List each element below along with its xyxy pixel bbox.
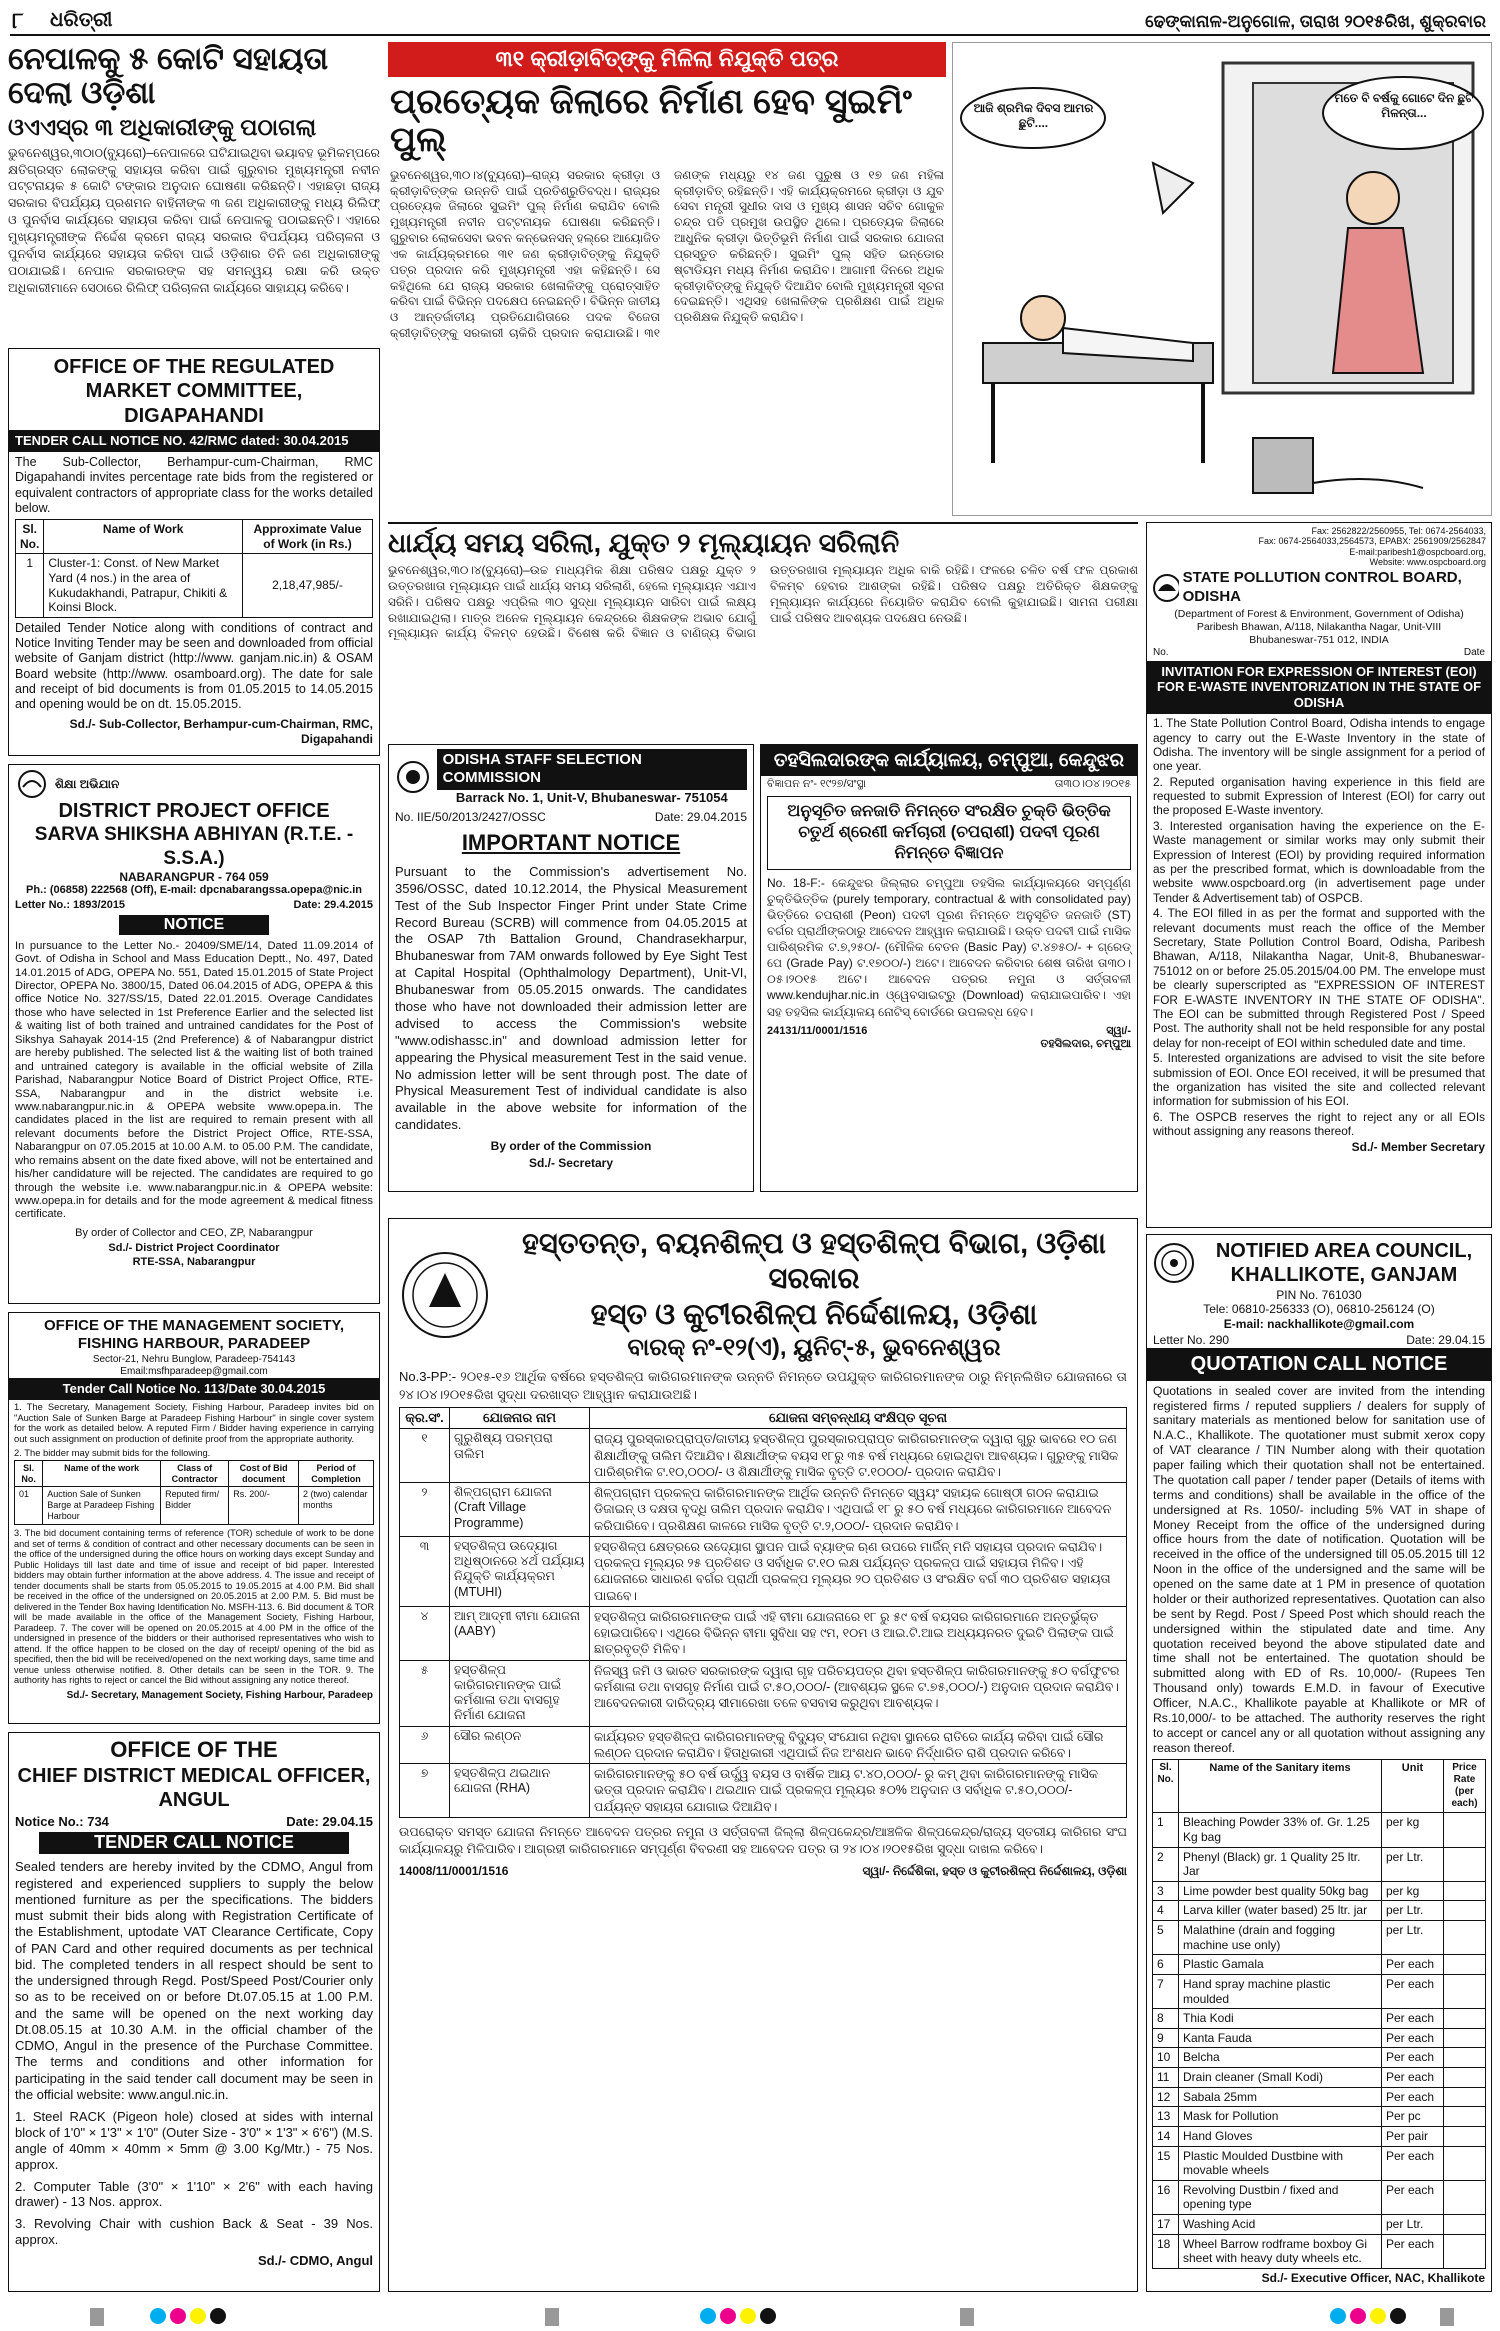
speech-bubble-2: ମତେ ବି ବର୍ଷକୁ ଗୋଟେ ଦିନ ଛୁଟି ମିଳନ୍ତା... — [1334, 91, 1474, 120]
ad-title: OFFICE OF THE REGULATED MARKET COMMITTEE, DIGAPAHANDI — [53, 356, 335, 427]
ad-regulated-market — [8, 348, 380, 756]
cell-name: Larva killer (water based) 25 ltr. jar — [1179, 1901, 1382, 1921]
story-subhead: ଓଏଏସ୍‌ର ୩ ଅଧିକାରୀଙ୍କୁ ପଠାଗଲା — [8, 114, 317, 141]
cell-name: Thia Kodi — [1179, 2009, 1382, 2029]
col-name: Name of the Sanitary items — [1179, 1759, 1382, 1813]
cell-sl: 9 — [1153, 2028, 1179, 2048]
cell-price — [1444, 1847, 1486, 1881]
ospcb-contact-4: Website: www.ospcboard.org — [1369, 557, 1486, 568]
osssc-emblem-icon — [395, 759, 431, 795]
notice-label: NOTICE — [119, 915, 269, 935]
col-value: Approximate Value of Work (in Rs.) — [243, 520, 373, 554]
point-3: 3. Interested organisation having the experience on the E-Waste management or similar works may only submit their Expression of Interest (EOI) by providing required information as per the prescribed format, which is downloadable from the website www.ospcboard.org (in advertisement page under Tender & Advertisement tab) of OSPCB. — [1153, 818, 1485, 905]
notice-no: No. IIE/50/2013/2427/OSSC — [395, 810, 546, 825]
ssa-logo-icon — [15, 769, 49, 799]
cell-class: Reputed firm/ Bidder — [161, 1487, 229, 1525]
ospcb-logo-icon — [1152, 573, 1179, 603]
cell-price — [1444, 2215, 1486, 2235]
cell-name: Belcha — [1179, 2048, 1382, 2068]
cell-unit: Per each — [1382, 2068, 1444, 2088]
cell-price — [1444, 1955, 1486, 1975]
ad-nac-khallikote — [1146, 1234, 1492, 2292]
col-desc: ଯୋଜନା ସମ୍ବନ୍ଧୀୟ ସଂକ୍ଷିପ୍ତ ସୂଚନା — [590, 1408, 1127, 1429]
cell-sl: 11 — [1153, 2068, 1179, 2088]
cell-work: Cluster-1: Const. of New Market Yard (4 nos.) in the area of Kukudakhandi, Patrapur, Chikiti & Koinsi Block. — [44, 554, 243, 618]
cell-unit: Per each — [1382, 2048, 1444, 2068]
cell-name: Plastic Moulded Dustbine with movable wheels — [1179, 2146, 1382, 2180]
ospcb-contact-1: Fax: 2562822/2560955, Tel: 0674-2564033, — [1311, 526, 1486, 536]
nac-emblem-icon — [1152, 1241, 1196, 1285]
point-5: 5. Interested organizations are advised to visit the site before submission of EOI. Once EOI received, it will be presumed that the organization has visited the site and collected relevant information for submission of his EOI. — [1153, 1051, 1485, 1109]
cell-unit: Per pair — [1382, 2126, 1444, 2146]
cell-price — [1444, 2146, 1486, 2180]
col-sl: Sl. No. — [1153, 1759, 1179, 1813]
work-table — [15, 519, 373, 618]
cell-scheme: ହସ୍ତଶିଳ୍ପ ଥଇଥାନ ଯୋଜନା (RHA) — [450, 1764, 590, 1818]
cell-sl: ୬ — [400, 1726, 450, 1764]
col-cost: Cost of Bid document — [229, 1460, 299, 1487]
ad-place: NABARANGPUR - 764 059 — [119, 869, 269, 884]
letter-date: Date: 29.4.2015 — [293, 898, 373, 911]
black-dot-icon — [210, 2308, 226, 2324]
story-headline: ଧାର୍ଯ୍ୟ ସମୟ ସରିଲା, ଯୁକ୍ତ ୨ ମୂଲ୍ୟାୟନ ସରିଲାନି — [388, 522, 1138, 559]
cell-unit: per kg — [1382, 1881, 1444, 1901]
cell-unit: per Ltr. — [1382, 1901, 1444, 1921]
table-row — [1153, 2068, 1486, 2088]
cell-sl: 1 — [16, 554, 44, 618]
ad-fishing-harbour — [8, 1312, 380, 1724]
notice-label: QUOTATION CALL NOTICE — [1147, 1348, 1491, 1380]
ad-dept: (Department of Forest & Environment, Government of Odisha) — [1174, 607, 1464, 620]
ad-address-2: Bhubaneswar-751 012, INDIA — [1249, 633, 1389, 646]
work-table — [14, 1460, 374, 1526]
ad-cdmo — [8, 1732, 380, 2292]
odisha-govt-emblem-icon — [399, 1249, 491, 1341]
cell-unit: Per each — [1382, 2234, 1444, 2268]
table-row — [1153, 2009, 1486, 2029]
cell-sl: 01 — [15, 1487, 43, 1525]
story-body: ଭୁବନେଶ୍ୱର,୩୦।୪(ବ୍ୟୁରୋ)–ଉଚ୍ଚ ମାଧ୍ୟମିକ ଶିକ୍ଷା ପରିଷଦ ପକ୍ଷରୁ ଯୁକ୍ତ ୨ ଉତ୍ତରଖାତା ମୂଲ୍ୟାୟନ ପାଇଁ ଧାର୍ଯ୍ୟ ସମୟ ସରିଲାଣି, ହେଲେ ମୂଲ୍ୟାୟନ ଏଯାଏ ସରିନି। ପରିଷଦ ପକ୍ଷରୁ ଏପ୍ରିଲ ୩୦ ସୁଦ୍ଧା ମୂଲ୍ୟାୟନ ସାରିବା ପାଇଁ ଲକ୍ଷ୍ୟ ରଖାଯାଇଥିଲା। ମାତ୍ର ଅନେକ ମୂଲ୍ୟାୟନ କେନ୍ଦ୍ରରେ ଶିକ୍ଷକଙ୍କ ଅଭାବ ଯୋଗୁଁ ମୂଲ୍ୟାୟନ କାର୍ଯ୍ୟ ବିଳମ୍ବ ହେଉଛି। ବିଶେଷ କରି ବିଜ୍ଞାନ ଓ ବାଣିଜ୍ୟ ବିଭାଗ ଉତ୍ତରଖାତା ମୂଲ୍ୟାୟନ ଅଧିକ ବାକି ରହିଛି। ଫଳରେ ଚଳିତ ବର୍ଷ ଫଳ ପ୍ରକାଶ ବିଳମ୍ବ ହେବାର ଆଶଙ୍କା ରହିଛି। ପରିଷଦ ପକ୍ଷରୁ ଅତିରିକ୍ତ ଶିକ୍ଷକଙ୍କୁ ମୂଲ୍ୟାୟନ କାର୍ଯ୍ୟରେ ନିୟୋଜିତ କରାଯିବ ବୋଲି କୁହାଯାଇଛି। ସାମନା ପରୀକ୍ଷା ପାଇଁ ପରିଷଦ ଆବଶ୍ୟକ ପଦକ୍ଷେପ ନେଉଛି। — [388, 563, 1138, 641]
cell-unit: Per each — [1382, 2028, 1444, 2048]
page-number: ୮ — [12, 8, 24, 33]
cell-unit: Per each — [1382, 1955, 1444, 1975]
table-row — [1153, 2048, 1486, 2068]
cell-sl: 1 — [1153, 1813, 1179, 1847]
magenta-dot-icon — [1350, 2308, 1366, 2324]
cell-sl: 12 — [1153, 2087, 1179, 2107]
cell-unit: Per pc — [1382, 2107, 1444, 2127]
cell-period: 2 (two) calendar months — [298, 1487, 373, 1525]
cell-name: Drain cleaner (Small Kodi) — [1179, 2068, 1382, 2088]
registration-square-icon — [545, 2308, 559, 2326]
ad-sign-3: RTE-SSA, Nabarangpur — [132, 1255, 256, 1268]
cell-sl: 5 — [1153, 1921, 1179, 1955]
ad-address: Sector-21, Nehru Bunglow, Paradeep-754143 — [92, 1353, 296, 1365]
ad-sign: Sd./- Secretary, Management Society, Fishing Harbour, Paradeep — [66, 1689, 373, 1701]
dateline: ଢେଙ୍କାନାଳ-ଅନୁଗୋଳ, ତାରାଖ ୨୦୧୫ରିଖ, ଶୁକ୍ରବାର — [1145, 12, 1486, 31]
point-6: 6. The OSPCB reserves the right to reject any or all EOIs without assigning any reasons thereof. — [1153, 1109, 1485, 1139]
cell-unit: Per each — [1382, 2009, 1444, 2029]
cell-unit: Per each — [1382, 2087, 1444, 2107]
cell-name: Plastic Gamala — [1179, 1955, 1382, 1975]
yellow-dot-icon — [190, 2308, 206, 2324]
notice-label: IMPORTANT NOTICE — [461, 830, 681, 856]
cell-scheme: ହସ୍ତଶିଳ୍ପ ଉଦ୍ୟୋଗ ଅଧିଷ୍ଠାନରେ ୪ର୍ଥ ପର୍ଯ୍ୟାୟ ନିଯୁକ୍ତି କାର୍ଯ୍ୟକ୍ରମ (MTUHI) — [450, 1536, 590, 1606]
story-body: ଭୁବନେଶ୍ୱର,୩୦।୪(ବ୍ୟୁରୋ)–ରାଜ୍ୟ ସରକାର କ୍ରୀଡ଼ା ଓ କ୍ରୀଡ଼ାବିତ୍‌ଙ୍କ ଉନ୍ନତି ପାଇଁ ପ୍ରତିଶ୍ରୁତିବଦ୍ଧ। ରାଜ୍ୟର ପ୍ରତ୍ୟେକ ଜିଲାରେ ସୁଇମିଂ ପୁଲ୍ ନିର୍ମାଣ କରାଯିବ ବୋଲି ମୁଖ୍ୟମନ୍ତ୍ରୀ ନବୀନ ପଟ୍ଟନାୟକ ଘୋଷଣା କରିଛନ୍ତି। ଗୁରୁବାର ଲୋକସେବା ଭବନ କନ୍‌ଭେନସନ୍ ହଲ୍‌ରେ ଆୟୋଜିତ ଏକ କାର୍ଯ୍ୟକ୍ରମରେ ୩୧ ଜଣ କ୍ରୀଡ଼ାବିତ୍‌ଙ୍କୁ ନିଯୁକ୍ତି ପତ୍ର ପ୍ରଦାନ କରି ମୁଖ୍ୟମନ୍ତ୍ରୀ ଏହା କହିଛନ୍ତି। ସେ କହିଥିଲେ ଯେ ରାଜ୍ୟ ସରକାର ଖେଳାଳିଙ୍କୁ ପ୍ରୋତ୍ସାହିତ କରିବା ପାଇଁ ବିଭିନ୍ନ ପଦକ୍ଷେପ ନେଇଛନ୍ତି। ବିଭିନ୍ନ ଜାତୀୟ ଓ ଆନ୍ତର୍ଜାତୀୟ ପ୍ରତିଯୋଗିତାରେ ପଦକ ବିଜେତା କ୍ରୀଡ଼ାବିତ୍‌ଙ୍କୁ ସରକାରୀ ଚାକିରି ପ୍ରଦାନ କରାଯାଉଛି। ୩୧ ଜଣଙ୍କ ମଧ୍ୟରୁ ୧୪ ଜଣ ପୁରୁଷ ଓ ୧୭ ଜଣ ମହିଳା କ୍ରୀଡ଼ାବିତ୍ ରହିଛନ୍ତି। ଏହି କାର୍ଯ୍ୟକ୍ରମରେ କ୍ରୀଡ଼ା ଓ ଯୁବ ସେବା ମନ୍ତ୍ରୀ ସୁଧୀର ଦାସ ଓ ମୁଖ୍ୟ ଶାସନ ସଚିବ ଗୋକୁଳ ଚନ୍ଦ୍ର ପତି ପ୍ରମୁଖ ଉପସ୍ଥିତ ଥିଲେ। ପ୍ରତ୍ୟେକ ଜିଲାରେ ଆଧୁନିକ କ୍ରୀଡ଼ା ଭିତ୍ତିଭୂମି ନିର୍ମାଣ ପାଇଁ ସରକାର ଯୋଜନା ପ୍ରସ୍ତୁତ କରିଛନ୍ତି। ସୁଇମିଂ ପୁଲ୍ ସହିତ ଇନ୍‌ଡୋର ଷ୍ଟାଡିୟମ ମଧ୍ୟ ନିର୍ମାଣ କରାଯିବ। ଆଗାମୀ ଦିନରେ ଅଧିକ କ୍ରୀଡ଼ାବିତ୍‌ଙ୍କୁ ନିଯୁକ୍ତି ଦିଆଯିବ ବୋଲି ମୁଖ୍ୟମନ୍ତ୍ରୀ ସୂଚନା ଦେଇଛନ୍ତି। ଏଥିସହ ଖେଳାଳିଙ୍କ ପ୍ରଶିକ୍ଷଣ ପାଇଁ ଅଧିକ ପ୍ରଶିକ୍ଷକ ନିଯୁକ୍ତି କରାଯିବ। — [390, 167, 944, 341]
cell-unit: per kg — [1382, 1813, 1444, 1847]
cell-name: Hand spray machine plastic moulded — [1179, 1974, 1382, 2008]
ad-title-3: ବାରକ୍ ନଂ-୧୨(ଏ), ୟୁନିଟ୍-୫, ଭୁବନେଶ୍ୱର — [627, 1334, 1001, 1362]
ad-title: ତହସିଲଦାରଙ୍କ କାର୍ଯ୍ୟାଳୟ, ଚମ୍ପୁଆ, କେନ୍ଦୁଝର — [761, 745, 1137, 776]
col-sl: କ୍ର.ସଂ. — [400, 1408, 450, 1429]
cell-desc: ହସ୍ତଶିଳ୍ପ କାରିଗରମାନଙ୍କ ପାଇଁ ଏହି ବୀମା ଯୋଜନାରେ ୧୮ ରୁ ୫୯ ବର୍ଷ ବୟସର କାରିଗରମାନେ ଅନ୍ତର୍ଭୁକ୍ତ ହୋଇପାରିବେ। ଏଥିରେ ବିଭିନ୍ନ ବୀମା ସୁବିଧା ସହ ୯ମ, ୧୦ମ ଓ ଆଇ.ଟି.ଆଇ ଅଧ୍ୟୟନରତ ଦୁଇଟି ପିଲାଙ୍କ ପାଇଁ ଛାତ୍ରବୃତ୍ତି ମିଳିବ। — [590, 1606, 1127, 1660]
ad-code: 14008/11/0001/1516 — [399, 1863, 509, 1878]
ad-sign: Sd./- Member Secretary — [1351, 1140, 1485, 1155]
ad-contact: Ph.: (06858) 222568 (Off), E-mail: dpcnabarangssa.opepa@nic.in — [26, 884, 362, 897]
cell-sl: ୭ — [400, 1764, 450, 1818]
cell-price — [1444, 2087, 1486, 2107]
table-row — [400, 1660, 1127, 1726]
table-row — [1153, 1921, 1486, 1955]
table-row — [1153, 1955, 1486, 1975]
cell-desc: ଶିଳ୍ପଗ୍ରାମ ପ୍ରକଳ୍ପ କାରିଗରମାନଙ୍କ ଆର୍ଥିକ ଉନ୍ନତି ନିମନ୍ତେ ସ୍ୱୟଂ ସହାୟକ ଗୋଷ୍ଠୀ ଗଠନ କରାଯାଇ ଡିଜାଇନ୍ ଓ ଦକ୍ଷତା ବୃଦ୍ଧି ତାଲିମ ପ୍ରଦାନ କରାଯିବ। ଏଥିପାଇଁ ୧୮ ରୁ ୫୦ ବର୍ଷ ମଧ୍ୟରେ କାରିଗରମାନେ ଆବେଦନ କରିପାରିବେ। ପ୍ରଶିକ୍ଷଣ କାଳରେ ମାସିକ ବୃତ୍ତି ଟ.୨,୦୦୦/- ପ୍ରଦାନ କରାଯିବ। — [590, 1483, 1127, 1537]
magenta-dot-icon — [170, 2308, 186, 2324]
table-row — [1153, 1974, 1486, 2008]
cell-sl: ୩ — [400, 1536, 450, 1606]
cell-scheme: ଆମ୍ ଆଦ୍‌ମୀ ବୀମା ଯୋଜନା (AABY) — [450, 1606, 590, 1660]
magenta-dot-icon — [720, 2308, 736, 2324]
ad-title-2: CHIEF DISTRICT MEDICAL OFFICER, ANGUL — [17, 1764, 371, 1812]
cell-price — [1444, 1974, 1486, 2008]
ad-details: Detailed Tender Notice along with conditions of contract and Notice Inviting Tender may be seen and downloaded from official website of Ganjam district (http://www. ganjam.nic.in) & OSAM Board website (http://www. osamboard.org). The date for sale and receipt of bid documents is from 01.05.2015 to 14.05.2015 and opening would be on dt. 15.05.2015. — [15, 620, 373, 712]
ad-title: ODISHA STAFF SELECTION COMMISSION — [437, 749, 747, 790]
story-body: ଭୁବନେଶ୍ୱର,୩୦ାଠ(ବ୍ୟୁରୋ)–ନେପାଳରେ ଘଟିଯାଇଥିବା ଭୟାବହ ଭୂମିକମ୍ପରେ କ୍ଷତିଗ୍ରସ୍ତ ଲୋକଙ୍କୁ ସହାୟତା କରିବା ପାଇଁ ଗୁରୁବାର ମୁଖ୍ୟମନ୍ତ୍ରୀ ନବୀନ ପଟ୍ଟନାୟକ ୫ କୋଟି ଟଙ୍କାର ଅନୁଦାନ ଘୋଷଣା କରିଛନ୍ତି। ଏହାଛଡ଼ା ରାଜ୍ୟ ସରକାର ବିପର୍ଯ୍ୟୟ ପ୍ରଶମନ ବାହିନୀଙ୍କ ୩ ଜଣ ଅଧିକାରୀଙ୍କୁ ମଧ୍ୟ ରିଲିଫ୍ ଓ ପୁନର୍ବାସ କାର୍ଯ୍ୟରେ ସହାୟତା କରିବା ପାଇଁ ନେପାଳକୁ ପଠାଇଛନ୍ତି। ଏହାରେ ମୁଖ୍ୟମନ୍ତ୍ରୀଙ୍କ ନିର୍ଦ୍ଦେଶ କ୍ରମେ ରାଜ୍ୟ ସରକାର ବିପର୍ଯ୍ୟୟ ପରିଚାଳନା ଓ ପୁନର୍ବାସ କାର୍ଯ୍ୟରେ ସହାୟତା କରିବା ପାଇଁ ଓଡ଼ିଶାର ତିନି ଜଣ ଅଧିକାରୀଙ୍କୁ ପଠାଯାଇଛି। ନେପାଳ ସରକାରଙ୍କ ସହ ସମନ୍ୱୟ ରକ୍ଷା କରି ଉକ୍ତ ଅଧିକାରୀମାନେ ସେଠାରେ ରିଲିଫ୍ ପରିଚାଳନା କାର୍ଯ୍ୟରେ ସାହାଯ୍ୟ କରିବେ। — [8, 145, 380, 295]
table-row — [400, 1764, 1127, 1818]
ad-subhead: ଅନୁସୂଚିତ ଜନଜାତି ନିମନ୍ତେ ସଂରକ୍ଷିତ ଚୁକ୍ତି ଭିତ୍ତିକ ଚତୁର୍ଥ ଶ୍ରେଣୀ କର୍ମଚାରୀ (ଚପରାଶୀ) ପଦବୀ ପୂରଣ ନିମନ୍ତେ ବିଜ୍ଞାପନ — [767, 796, 1131, 870]
date-label: Date — [1463, 647, 1485, 659]
cell-sl: 8 — [1153, 2009, 1179, 2029]
col-price: Price Rate (per each) — [1444, 1759, 1486, 1813]
point-1: 1. The State Pollution Control Board, Odisha intends to engage agency to carry out the E-Waste Inventory in the state of Odisha. The inventory will be single assignment for a period of one year. — [1153, 716, 1485, 774]
ad-title: STATE POLLUTION CONTROL BOARD, ODISHA — [1182, 569, 1462, 605]
cell-desc: ହସ୍ତଶିଳ୍ପ କ୍ଷେତ୍ରରେ ଉଦ୍ୟୋଗ ସ୍ଥାପନ ପାଇଁ ବ୍ୟାଙ୍କ ଋଣ ଉପରେ ମାର୍ଜିନ୍ ମନି ସହାୟତା ପ୍ରଦାନ କରାଯିବ। ପ୍ରକଳ୍ପ ମୂଲ୍ୟର ୨୫ ପ୍ରତିଶତ ଓ ସର୍ବାଧିକ ଟ.୧୦ ଲକ୍ଷ ପର୍ଯ୍ୟନ୍ତ ପ୍ରକଳ୍ପ ପାଇଁ ସହାୟତା ମିଳିବ। ଏହି ଯୋଜନାରେ ସାଧାରଣ ବର୍ଗର ପ୍ରାର୍ଥୀ ପ୍ରକଳ୍ପ ମୂଲ୍ୟର ୨୦ ପ୍ରତିଶତ ଓ ସଂରକ୍ଷିତ ବର୍ଗ ୩୦ ପ୍ରତିଶତ ସହାୟତା ପାଇବେ। — [590, 1536, 1127, 1606]
col-period: Period of Completion — [298, 1460, 373, 1487]
cell-price — [1444, 1813, 1486, 1847]
ad-intro-2: 2. The bidder may submit bids for the following. — [14, 1447, 211, 1459]
point-4: 4. The EOI filled in as per the format and supported with the relevant documents must reach the office of the Member Secretary, State Pollution Control Board, Odisha, Paribesh Bhawan, A/118, Nilakantha Nagar, Unit-8, Bhubaneswar-751012 on or before 25.05.2015/04.00 PM. The envelope must be clearly superscripted as "EXPRESSION OF INTEREST FOR E-WASTE INVENTORY IN THE STATE OF ODISHA". The EOI can be submitted through Registered Post / Speed Post. The authority shall not be held responsible for any postal delay for non-receipt of EOI within scheduled date and time. — [1153, 906, 1485, 1050]
cell-sl: ୫ — [400, 1660, 450, 1726]
cell-name: Revolving Dustbin / fixed and opening type — [1179, 2180, 1382, 2214]
table-row — [400, 1483, 1127, 1537]
cell-sl: 15 — [1153, 2146, 1179, 2180]
cell-sl: 3 — [1153, 1881, 1179, 1901]
table-row — [1153, 2215, 1486, 2235]
registration-square-icon — [960, 2308, 974, 2326]
cell-desc: କାର୍ଯ୍ୟରତ ହସ୍ତଶିଳ୍ପ କାରିଗରମାନଙ୍କୁ ବିଦ୍ୟୁତ୍ ସଂଯୋଗ ନଥିବା ସ୍ଥାନରେ ରାତିରେ କାର୍ଯ୍ୟ କରିବା ପାଇଁ ସୌର ଲଣ୍ଠନ ପ୍ରଦାନ କରାଯିବ। ହିତାଧିକାରୀ ଏଥିପାଇଁ ନିଜ ଅଂଶଧନ ଭାବେ ନିର୍ଦ୍ଧାରିତ ରାଶି ପ୍ରଦାନ କରିବେ। — [590, 1726, 1127, 1764]
cyan-dot-icon — [700, 2308, 716, 2324]
ad-tele: Tele: 06810-256333 (O), 06810-256124 (O) — [1203, 1302, 1435, 1317]
ad-title-2: SARVA SHIKSHA ABHIYAN (R.T.E. - S.S.A.) — [34, 824, 354, 869]
cell-scheme: ଗୁରୁଶିଷ୍ୟ ପରମ୍ପରା ତାଲିମ — [450, 1429, 590, 1483]
cell-sl: 17 — [1153, 2215, 1179, 2235]
table-row — [1153, 1847, 1486, 1881]
ospcb-contact-3: E-mail:paribesh1@ospcboard.org, — [1349, 546, 1486, 557]
cartoon — [952, 42, 1492, 516]
ad-sign-1: By order of the Commission — [490, 1139, 652, 1154]
cell-price — [1444, 2107, 1486, 2127]
ad-handloom-handicraft — [388, 1218, 1138, 2292]
cell-desc: କାରିଗରମାନଙ୍କୁ ୫୦ ବର୍ଷ ଉର୍ଦ୍ଧ୍ୱ ବୟସ ଓ ବାର୍ଷିକ ଆୟ ଟ.୪୦,୦୦୦/- ରୁ କମ୍ ଥିବା କାରିଗରମାନଙ୍କୁ ମାସିକ ଭତ୍ତା ପ୍ରଦାନ କରାଯିବ। ଥଇଥାନ ପାଇଁ ପ୍ରକଳ୍ପ ମୂଲ୍ୟର ୫୦% ଅନୁଦାନ ଓ ସର୍ବାଧିକ ଟ.୫୦,୦୦୦/- ପର୍ଯ୍ୟନ୍ତ ସହାୟତା ଯୋଗାଇ ଦିଆଯିବ। — [590, 1764, 1127, 1818]
ad-sign: Sd./- Executive Officer, NAC, Khallikote — [1261, 2270, 1485, 2285]
cell-name: Sabala 25mm — [1179, 2087, 1382, 2107]
col-work: Name of the work — [43, 1460, 161, 1487]
ad-email: E-mail: nackhallikote@gmail.com — [1223, 1317, 1415, 1332]
ad-title: DISTRICT PROJECT OFFICE — [58, 800, 330, 822]
notice-no: Notice No.: 734 — [15, 1813, 109, 1829]
cell-value: 2,18,47,985/- — [243, 554, 373, 618]
cell-sl: 13 — [1153, 2107, 1179, 2127]
cell-name: Bleaching Powder 33% of. Gr. 1.25 Kg bag — [1179, 1813, 1382, 1847]
col-class: Class of Contractor — [161, 1460, 229, 1487]
table-row — [1153, 2146, 1486, 2180]
ad-title-2: KHALLIKOTE, GANJAM — [1230, 1264, 1458, 1287]
cell-sl: 2 — [1153, 1847, 1179, 1881]
letter-no: Letter No.: 1893/2015 — [15, 898, 126, 911]
cell-price — [1444, 1921, 1486, 1955]
cell-scheme: ହସ୍ତଶିଳ୍ପ କାରିଗରମାନଙ୍କ ପାଇଁ କର୍ମଶାଳା ତଥା ବାସଗୃହ ନିର୍ମାଣ ଯୋଜନା — [450, 1660, 590, 1726]
ad-sign-2: Sd./- District Project Coordinator — [108, 1242, 280, 1255]
cell-sl: 6 — [1153, 1955, 1179, 1975]
cyan-dot-icon — [150, 2308, 166, 2324]
col-sl: Sl. No. — [15, 1460, 43, 1487]
ad-ospcb — [1146, 522, 1492, 1228]
cell-name: Wheel Barrow rodframe boxboy Gi sheet with heavy duty wheels etc. — [1179, 2234, 1382, 2268]
ad-osssc — [388, 744, 754, 1192]
cell-price — [1444, 2048, 1486, 2068]
ad-body: Pursuant to the Commission's advertisement No. 3596/OSSC, dated 10.12.2014, the Physical Measurement Test of the Sub Inspector Finger Print under State Crime Record Bureau (SCRB) will commence from 04.05.2015 at the OSAP 7th Battalion Ground, Chandrasekharpur, Bhubaneswar from 7AM onwards followed by Eye Sight Test at Capital Hospital (Ophthalmology Department), Unit-VI, Bhubaneswar from 05.05.2015 onwards. The candidates those who have not downloaded their admission letter are advised to access the Commission's website "www.odishassc.in" and download admission letter for appearing the Physical measurement Test in the said venue. No admission letter will be sent through post. The date of Physical Measurement Test of individual candidate is also available in the above website for information of the candidates. — [395, 863, 747, 1133]
cell-name: Lime powder best quality 50kg bag — [1179, 1881, 1382, 1901]
ad-body: Sealed tenders are hereby invited by the CDMO, Angul from registered and experienced suppliers to supply the below mentioned furniture as per the specifications. The bidders must submit their bids along with Registration Certificate of the Establishment, uptodate VAT Clearance Certificate, Copy of PAN Card and other required documents as per technical bid. The completed tenders in all respect should be sent to the undersigned through Regd. Post/Speed Post/Courier only so as to be received on or before Dt.07.05.15 at 1.00 P.M. and the same will be opened on the next working day Dt.08.05.15 at 10.30 A.M. in the official chamber of the CDMO, Angul in the presence of the Purchase Committee. The terms and conditions and other information for participating in the said tender call document may be seen in the official website: www.angul.nic.in. — [15, 1859, 373, 2102]
table-row — [1153, 2126, 1486, 2146]
ad-sign-1: By order of Collector and CEO, ZP, Nabarangpur — [75, 1226, 313, 1239]
no-label: No. — [1153, 647, 1169, 659]
cell-price — [1444, 1881, 1486, 1901]
ad-title: OFFICE OF THE — [110, 1737, 278, 1762]
ad-sign: Sd./- CDMO, Angul — [257, 2253, 373, 2269]
cell-price — [1444, 2068, 1486, 2088]
table-row — [1153, 2107, 1486, 2127]
cell-name: Phenyl (Black) gr. 1 Quality 25 ltr. Jar — [1179, 1847, 1382, 1881]
ad-notice-no: TENDER CALL NOTICE NO. 42/RMC dated: 30.04.2015 — [9, 430, 379, 452]
table-row — [1153, 1881, 1486, 1901]
table-row — [400, 1429, 1127, 1483]
table-row — [1153, 2028, 1486, 2048]
cell-sl: ୨ — [400, 1483, 450, 1537]
story-plus-two-evaluation — [388, 522, 1138, 738]
ad-body: In pursuance to the Letter No.- 20409/SME/14, Dated 11.09.2014 of Govt. of Odisha in School and Mass Education Deptt., No. 497, Dated 14.01.2015 of ADG, OPEPA No. 551, Dated 15.01.2015 of State Project Director, OPEPA No. 3800/15, Dated 06.04.2015 of ADG, OPEPA & this office Notice No. 327/SS/15, Dated 22.01.2015. Overage Candidates those who have selected in 1st Preference Earlier and the selected list & waiting list of both trained and untrained candidates for the Post of Sikshya Sahayak 2014-15 (2nd Preference) & of Nabarangpur district are hereby published. The selected list & the waiting list of both trained and untrained category is available in the official website of Zilla Parishad, Nabarangpur Notice Board of District Project Office, RTE-SSA, Nabarangpur and in the district website i.e. www.nabarangpur.nic.in & OPEPA website www.opepa.in. The candidates placed in the list are required to remain present with all relevant documents before the District Project Office, RTE-SSA, Nabarangpur on 07.05.2015 at 10.00 A.M. to 05.00 P.M. The candidate, who remains absent on the date fixed above, will not be entertained and his/her candidature will be rejected. The candidates are required to go through the website i.e. www.nabarangpur.nic.in & OPEPA website: www.opepa.in for details and for the mode agreement & medical fitness certificate. — [15, 939, 373, 1221]
ad-title: ହସ୍ତତନ୍ତ, ବୟନଶିଳ୍ପ ଓ ହସ୍ତଶିଳ୍ପ ବିଭାଗ, ଓଡ଼ିଶା ସରକାର — [522, 1228, 1106, 1296]
col-work: Name of Work — [44, 520, 243, 554]
cell-name: Mask for Pollution — [1179, 2107, 1382, 2127]
cell-unit: per Ltr. — [1382, 2215, 1444, 2235]
table-row — [1153, 1901, 1486, 1921]
col-scheme: ଯୋଜନାର ନାମ — [450, 1408, 590, 1429]
cell-sl: 18 — [1153, 2234, 1179, 2268]
cell-unit: per Ltr. — [1382, 1847, 1444, 1881]
cell-name: Kanta Fauda — [1179, 2028, 1382, 2048]
cell-unit: Per each — [1382, 2146, 1444, 2180]
cell-sl: 4 — [1153, 1901, 1179, 1921]
ad-pin: PIN No. 761030 — [1276, 1287, 1362, 1302]
letter-date: Date: 29.04.15 — [1406, 1332, 1485, 1347]
notice-date: Date: 29.04.2015 — [654, 810, 747, 825]
ad-intro: 1. The Secretary, Management Society, Fishing Harbour, Paradeep invites bid on "Auction Sale of Sunken Barge at Paradeep Fishing Harbour" in single cover system for the work as detailed below. A reputed Firm / Bidder having experience in carrying out such assignment on production of definite proof from the appropriate authority. — [14, 1400, 374, 1445]
ad-sign-1: ସ୍ୱା/- — [1106, 1024, 1131, 1037]
story-headline: ପ୍ରତ୍ୟେକ ଜିଲାରେ ନିର୍ମାଣ ହେବ ସୁଇମିଂ ପୁଲ୍ — [390, 81, 912, 160]
cell-sl: ୪ — [400, 1606, 450, 1660]
ad-body: Quotations in sealed cover are invited from the intending registered firms / reputed suppliers / dealers for supply of sanitary materials as mentioned below for sanitation use of N.A.C., Khallikote. The quotationer must submit xerox copy of VAT clearance / TIN Number along with their quotation paper failing which their quotation shall not be entertained. The quotation call paper / tender paper (Details of items with terms and conditions) shall be available in the office of the undersigned at Rs. 1050/- including 5% VAT in shape of Money Receipt from the office of the undersigned during office hours from the date of notification. Quotation will be received in the office of the undersigned till 05.05.2015 till 12 Noon in the office of the undersigned and the same will be opened on the same date at 1 PM in presence of quotation holder or their authorized representatives. Quotation can also be sent by Regd. Post / Speed Post which should reach the undersigned within the stipulated date and time. Any quotation received beyond the above stipulated date and time shall not be entertained. The quotation should be submitted along with ED of Rs. 10,000/- (Rupees Ten Thousand only) towards E.M.D. in favour of Executive Officer, N.A.C., Khallikote payable at Khallikote or MR of Rs.10,000/- to be attached. The authority reserves the right to accept or cancel any or all quotation without assigning any reason thereof. — [1153, 1383, 1485, 1755]
ad-invitation: INVITATION FOR EXPRESSION OF INTEREST (EOI) FOR E-WASTE INVENTORIZATION IN THE STATE OF ODISHA — [1147, 661, 1491, 715]
cell-price — [1444, 2234, 1486, 2268]
ad-title-2: ହସ୍ତ ଓ କୁଟୀରଶିଳ୍ପ ନିର୍ଦ୍ଦେଶାଳୟ, ଓଡ଼ିଶା — [590, 1298, 1038, 1331]
ad-address: Barrack No. 1, Unit-V, Bhubaneswar- 751054 — [455, 789, 728, 805]
ad-title: OFFICE OF THE MANAGEMENT SOCIETY, FISHING HARBOUR, PARADEEP — [43, 1317, 344, 1353]
cell-desc: ନିଜସ୍ୱ ଜମି ଓ ଭାରତ ସରକାରଙ୍କ ଦ୍ୱାରା ଗୃହ ପରିଚୟପତ୍ର ଥିବା ହସ୍ତଶିଳ୍ପ କାରିଗରମାନଙ୍କୁ ୫୦ ବର୍ଗଫୁଟର କର୍ମଶାଳା ତଥା ବାସଗୃହ ନିର୍ମାଣ ପାଇଁ ଟ.୫୦,୦୦୦/- (ଆବଶ୍ୟକ ସ୍ଥଳେ ଟ.୭୫,୦୦୦/-) ଅନୁଦାନ ପ୍ରଦାନ କରାଯିବ। ଆବେଦନକାରୀ ଦାରିଦ୍ର୍ୟ ସୀମାରେଖା ତଳେ ବସବାସ କରୁଥିବା ଆବଶ୍ୟକ। — [590, 1660, 1127, 1726]
ad-body: No. 18-F:- କେନ୍ଦୁଝର ଜିଲ୍ଲାର ଚମ୍ପୁଆ ତହସିଲ କାର୍ଯ୍ୟାଳୟରେ ସମ୍ପୂର୍ଣ୍ଣ ଚୁକ୍ତିଭିତ୍ତିକ (purely temporary, contractual & with consolidated pay) ଭିତ୍ତିରେ ଚପରାଶୀ (Peon) ପଦବୀ ପୂରଣ ନିମନ୍ତେ ଅନୁସୂଚିତ ଜନଜାତି (ST) ବର୍ଗର ପ୍ରାର୍ଥୀଙ୍କଠାରୁ ଆବେଦନ ଆହ୍ୱାନ କରାଯାଉଛି। ଉକ୍ତ ପଦବୀ ପାଇଁ ମାସିକ ପାରିଶ୍ରମିକ ଟ.୭,୨୫୦/- (ମୌଳିକ ବେତନ (Basic Pay) ଟ.୪୭୫୦/- + ଗ୍ରେଡ୍ ପେ (Grade Pay) ଟ.୧୭୦୦/-) ଅଟେ। ଆବେଦନ କରିବାର ଶେଷ ତାରିଖ ତା୩୦।୦୫।୨୦୧୫ ଅଟେ। ଆବେଦନ ପତ୍ରର ନମୁନା ଓ ସର୍ତ୍ତାବଳୀ www.kendujhar.nic.in ଓ୍ୱେବସାଇଟ୍‌ରୁ (Download) କରାଯାଇପାରିବ। ଏହା ସହ ତହସିଲ କାର୍ଯ୍ୟାଳୟ ନୋଟିସ୍ ବୋର୍ଡରେ ଉପଲବ୍ଧ ହେବ। — [767, 875, 1131, 1019]
yellow-dot-icon — [1370, 2308, 1386, 2324]
col-sl: Sl. No. — [16, 520, 44, 554]
cell-sl: 14 — [1153, 2126, 1179, 2146]
cell-price — [1444, 2009, 1486, 2029]
story-swimming-pool — [388, 42, 946, 516]
black-dot-icon — [1390, 2308, 1406, 2324]
cell-cost: Rs. 200/- — [229, 1487, 299, 1525]
story-headline: ନେପାଳକୁ ୫ କୋଟି ସହାୟତା ଦେଲା ଓଡ଼ିଶା — [8, 42, 329, 111]
page-header — [10, 6, 1490, 36]
table-row — [400, 1726, 1127, 1764]
ad-sign: Sd./- Sub-Collector, Berhampur-cum-Chairman, RMC, Digapahandi — [69, 717, 373, 746]
cell-scheme: ସୌର ଲଣ୍ଠନ — [450, 1726, 590, 1764]
black-dot-icon — [760, 2308, 776, 2324]
col-unit: Unit — [1382, 1759, 1444, 1813]
story-kicker: ୩୧ କ୍ରୀଡ଼ାବିତ୍‌ଙ୍କୁ ମିଳିଲା ନିଯୁକ୍ତି ପତ୍ର — [388, 42, 946, 77]
ospcb-contact-2: Fax: 0674-2564033,2564573, EPABX: 2561909/2562847 — [1258, 536, 1486, 547]
print-registration-marks — [0, 2300, 1500, 2331]
cell-price — [1444, 2126, 1486, 2146]
ad-ref: ବିଜ୍ଞାପନ ନଂ- ୧୯୨୭/ସଂସ୍ଥା — [767, 778, 867, 791]
ad-email: Email:msfhparadeep@gmail.com — [120, 1365, 268, 1377]
ad-title: NOTIFIED AREA COUNCIL, — [1215, 1240, 1473, 1262]
ad-code: 24131/11/0001/1516 — [767, 1024, 868, 1037]
table-row — [400, 1606, 1127, 1660]
sanitary-items-table — [1152, 1759, 1486, 2269]
cell-price — [1444, 2180, 1486, 2214]
table-row — [1153, 2180, 1486, 2214]
cyan-dot-icon — [1330, 2308, 1346, 2324]
cell-price — [1444, 1901, 1486, 1921]
scheme-table — [399, 1407, 1127, 1817]
paper-name: ଧରିତ୍ରୀ — [50, 9, 113, 31]
cell-name: Hand Gloves — [1179, 2126, 1382, 2146]
cell-scheme: ଶିଳ୍ପଗ୍ରାମ ଯୋଜନା (Craft Village Programme) — [450, 1483, 590, 1537]
cell-sl: 16 — [1153, 2180, 1179, 2214]
table-row — [1153, 2087, 1486, 2107]
cell-sl: 10 — [1153, 2048, 1179, 2068]
table-row — [1153, 1813, 1486, 1847]
cell-name: Malathine (drain and fogging machine use only) — [1179, 1921, 1382, 1955]
cell-unit: per Ltr. — [1382, 1921, 1444, 1955]
cell-sl: ୧ — [400, 1429, 450, 1483]
yellow-dot-icon — [740, 2308, 756, 2324]
point-2: 2. Reputed organisation having experience in this field are requested to submit Expression of Interest (EOI) for carry out the proposed E-Waste inventory. — [1153, 774, 1485, 818]
ad-item-3: 3. Revolving Chair with cushion Back & Seat - 39 Nos. approx. — [15, 2216, 373, 2248]
ad-sign-2: Sd./- Secretary — [528, 1155, 614, 1170]
ad-item-2: 2. Computer Table (3'0" × 1'10" × 2'6" with each having drawer) - 13 Nos. approx. — [15, 2178, 373, 2210]
cell-unit: Per each — [1382, 1974, 1444, 2008]
speech-bubble-1: ଆଜି ଶ୍ରମିକ ଦିବସ ଆମର ଛୁଟି.... — [973, 101, 1094, 130]
cell-sl: 7 — [1153, 1974, 1179, 2008]
registration-square-icon — [1440, 2308, 1454, 2326]
ad-notice-no: Tender Call Notice No. 113/Date 30.04.2015 — [9, 1378, 379, 1400]
story-nepal — [8, 42, 380, 342]
notice-date: Date: 29.04.15 — [286, 1813, 373, 1829]
ad-sign-2: ତହସିଲଦାର, ଚମ୍ପୁଆ — [1040, 1038, 1131, 1050]
ssa-logo-text: ଶିକ୍ଷା ଅଭିଯାନ — [55, 776, 120, 791]
table-row — [15, 1487, 374, 1525]
ad-terms: 3. The bid document containing terms of reference (TOR) schedule of work to be done and set of terms & condition of contract and other necessary documents can be seen in the office of the undersigned during the office hours on working days except Sunday and Public Holidays till last date and time of issue and receipt of bid paper. Interested bidders may obtain further information at the above address. 4. The issue and receipt of tender documents shall be starts from 05.05.2015 to 19.05.2015 at 4.00 P.M. Bid shall be received in the office of the undersigned on 20.05.2015 at 2.00 P.M. 5. Bid must be delivered in the Tender Box having Identification No. MSFH-113. 6. Bid document & TOR will be made available in the office of the Management Society, Fishing Harbour, Paradeep. 7. The cover will be opened on 20.05.2015 at 4.00 PM in the office of the undersigned in presence of the bidders or their authorised representatives who wish to attend. If the office happen to be closed on the day of receipt/ opening of the bid as specified, then the bid will be received/opened on the next working days, same time and venue unless otherwise notified. 8. Other details can be seen in the TOR. 9. The authority has rights to reject or cancel the Bid without assigning any notice thereof. — [14, 1528, 374, 1686]
notice-label: TENDER CALL NOTICE — [39, 1832, 349, 1854]
table-row — [16, 554, 373, 618]
ad-intro: The Sub-Collector, Berhampur-cum-Chairman, RMC Digapahandi invites percentage rate bids from the registered or equivalent contractors of appropriate class for the works detailed below. — [15, 455, 373, 515]
ad-sign: ସ୍ୱା/- ନିର୍ଦ୍ଦେଶିକା, ହସ୍ତ ଓ କୁଟୀରଶିଳ୍ପ ନିର୍ଦ୍ଦେଶାଳୟ, ଓଡ଼ିଶା — [862, 1863, 1127, 1878]
ad-ssa — [8, 764, 380, 1304]
ad-item-1: 1. Steel RACK (Pigeon hole) closed at sides with internal block of 1'0" × 1'3" × 1'0" (Outer Size - 3'0" × 1'3" × 6'6") (M.S. angle of 40mm × 40mm × 5mm @ 3.00 Kg/Mtr.) - 75 Nos. approx. — [15, 2109, 373, 2172]
ad-date: ତା୩୦।୦୪।୨୦୧୫ — [1054, 778, 1131, 791]
ad-tahasil-champua — [760, 744, 1138, 1192]
registration-square-icon — [90, 2308, 104, 2326]
letter-no: Letter No. 290 — [1153, 1332, 1230, 1347]
cell-desc: ରାଜ୍ୟ ପୁରସ୍କାରପ୍ରାପ୍ତ/ଜାତୀୟ ହସ୍ତଶିଳ୍ପ ପୁରସ୍କାରପ୍ରାପ୍ତ କାରିଗରମାନଙ୍କ ଦ୍ୱାରା ଗୁରୁ ଭାବରେ ୧୦ ଜଣ ଶିକ୍ଷାର୍ଥୀଙ୍କୁ ତାଲିମ ଦିଆଯିବ। ଶିକ୍ଷାର୍ଥୀଙ୍କ ବୟସ ୧୮ରୁ ୩୫ ବର୍ଷ ମଧ୍ୟରେ ହୋଇଥିବା ଆବଶ୍ୟକ। ଗୁରୁଙ୍କୁ ମାସିକ ପାରିଶ୍ରମିକ ଟ.୧୦,୦୦୦/- ଓ ଶିକ୍ଷାର୍ଥୀଙ୍କୁ ମାସିକ ବୃତ୍ତି ଟ.୧୦୦୦/- ପ୍ରଦାନ କରାଯିବ। — [590, 1429, 1127, 1483]
cell-name: Washing Acid — [1179, 2215, 1382, 2235]
table-row — [400, 1536, 1127, 1606]
cell-price — [1444, 2028, 1486, 2048]
cell-work: Auction Sale of Sunken Barge at Paradeep Fishing Harbour — [43, 1487, 161, 1525]
ad-address-1: Paribesh Bhawan, A/118, Nilakantha Nagar, Unit-VIII — [1196, 620, 1442, 633]
ad-intro: No.3-PP:- ୨୦୧୫-୧୬ ଆର୍ଥିକ ବର୍ଷରେ ହସ୍ତଶିଳ୍ପ କାରିଗରମାନଙ୍କ ଉନ୍ନତି ନିମନ୍ତେ ଉପଯୁକ୍ତ କାରିଗରମାନଙ୍କ ଠାରୁ ନିମ୍ନଲିଖିତ ଯୋଜନାରେ ତା ୨୪।୦୪।୨୦୧୫ରିଖ ସୁଦ୍ଧା ଦରଖାସ୍ତ ଆହ୍ୱାନ କରାଯାଉଅଛି। — [399, 1369, 1127, 1402]
table-row — [1153, 2234, 1486, 2268]
ad-footer: ଉପରୋକ୍ତ ସମସ୍ତ ଯୋଜନା ନିମନ୍ତେ ଆବେଦନ ପତ୍ରର ନମୁନା ଓ ସର୍ତ୍ତାବଳୀ ଜିଲ୍ଲା ଶିଳ୍ପକେନ୍ଦ୍ର/ଆଞ୍ଚଳିକ ଶିଳ୍ପକେନ୍ଦ୍ର/ରାଜ୍ୟ ସ୍ତରୀୟ କାରିଗର ସଂଘ କାର୍ଯ୍ୟାଳୟରୁ ମିଳିପାରିବ। ଆଗ୍ରହୀ କାରିଗରମାନେ ସମ୍ପୂର୍ଣ୍ଣ ବିବରଣୀ ସହ ଆବେଦନ ପତ୍ର ତା ୨୪।୦୪।୨୦୧୫ରିଖ ସୁଦ୍ଧା ଦାଖଲ କରିବେ। — [399, 1824, 1127, 1856]
cell-unit: Per each — [1382, 2180, 1444, 2214]
